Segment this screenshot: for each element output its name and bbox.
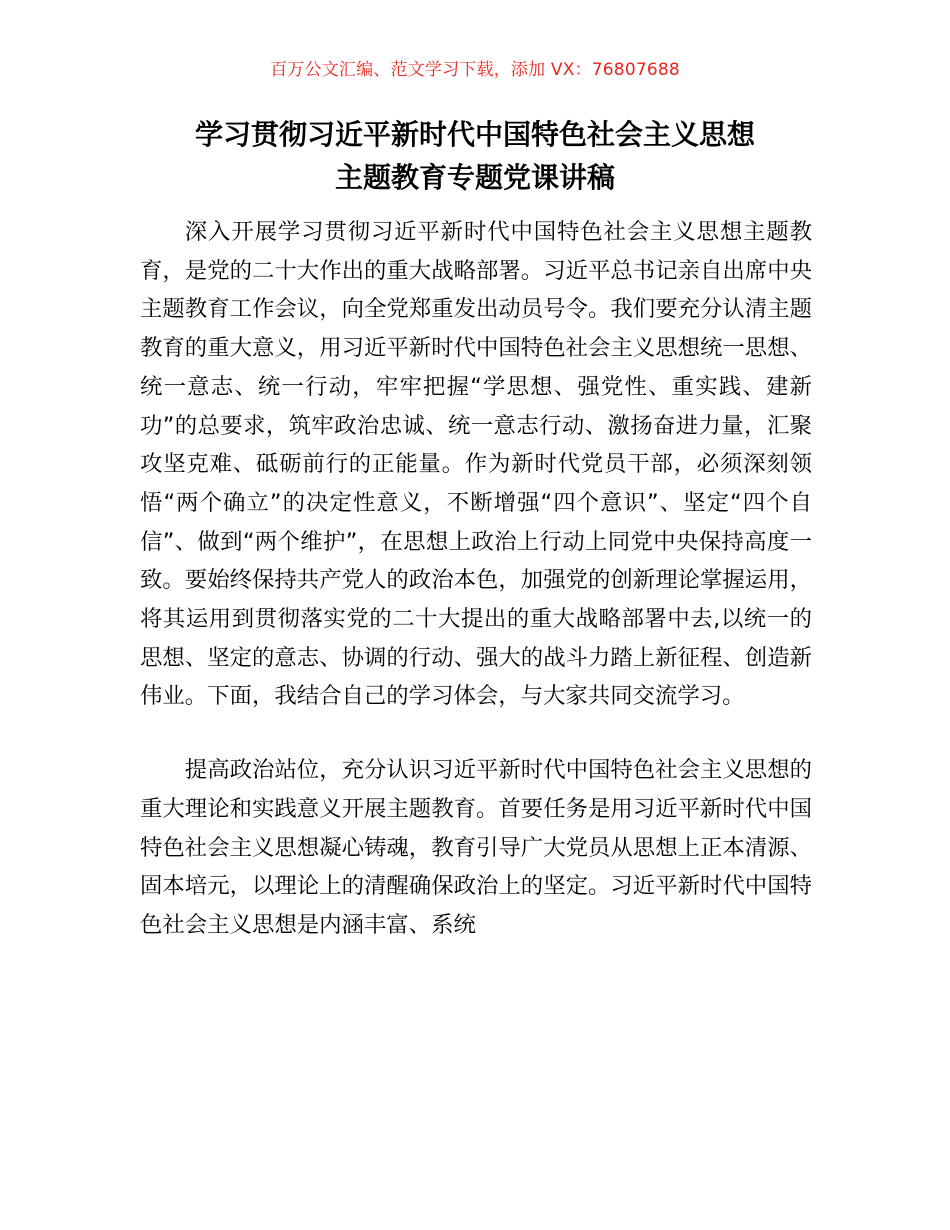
header-note: 百万公文汇编、范文学习下载，添加 VX：76807688 xyxy=(270,60,680,80)
document-title xyxy=(120,113,830,199)
paragraph-2: 提高政治站位，充分认识习近平新时代中国特色社会主义思想的重大理论和实践意义开展主题教育。首要任务是用习近平新时代中国特色社会主义思想凝心铸魂，教育引导广大党员从思想上正本清源、固本培元，以理论上的清醒确保政治上的坚定。习近平新时代中国特色社会主义思想是内涵丰富、系统 xyxy=(140,757,812,938)
title-line-1: 学习贯彻习近平新时代中国特色社会主义思想 xyxy=(194,118,755,151)
title-line-2: 主题教育专题党课讲稿 xyxy=(334,161,615,194)
paragraph-1: 深入开展学习贯彻习近平新时代中国特色社会主义思想主题教育，是党的二十大作出的重大战略部署。习近平总书记亲自出席中央主题教育工作会议，向全党郑重发出动员号令。我们要充分认清主题教育的重大意义，用习近平新时代中国特色社会主义思想统一思想、统一意志、统一行动，牢牢把握“学思想、强党性、重实践、建新功”的总要求，筑牢政治忠诚、统一意志行动、激扬奋进力量，汇聚攻坚克难、砥砺前行的正能量。作为新时代党员干部，必须深刻领悟“两个确立”的决定性意义，不断增强“四个意识”、坚定“四个自信”、做到“两个维护”，在思想上政治上行动上同党中央保持高度一致。要始终保持共产党人的政治本色，加强党的创新理论掌握运用，将其运用到贯彻落实党的二十大提出的重大战略部署中去,以统一的思想、坚定的意志、协调的行动、强大的战斗力踏上新征程、创造新伟业。下面，我结合自己的学习体会，与大家共同交流学习。 xyxy=(140,219,812,710)
document-body xyxy=(140,213,812,945)
